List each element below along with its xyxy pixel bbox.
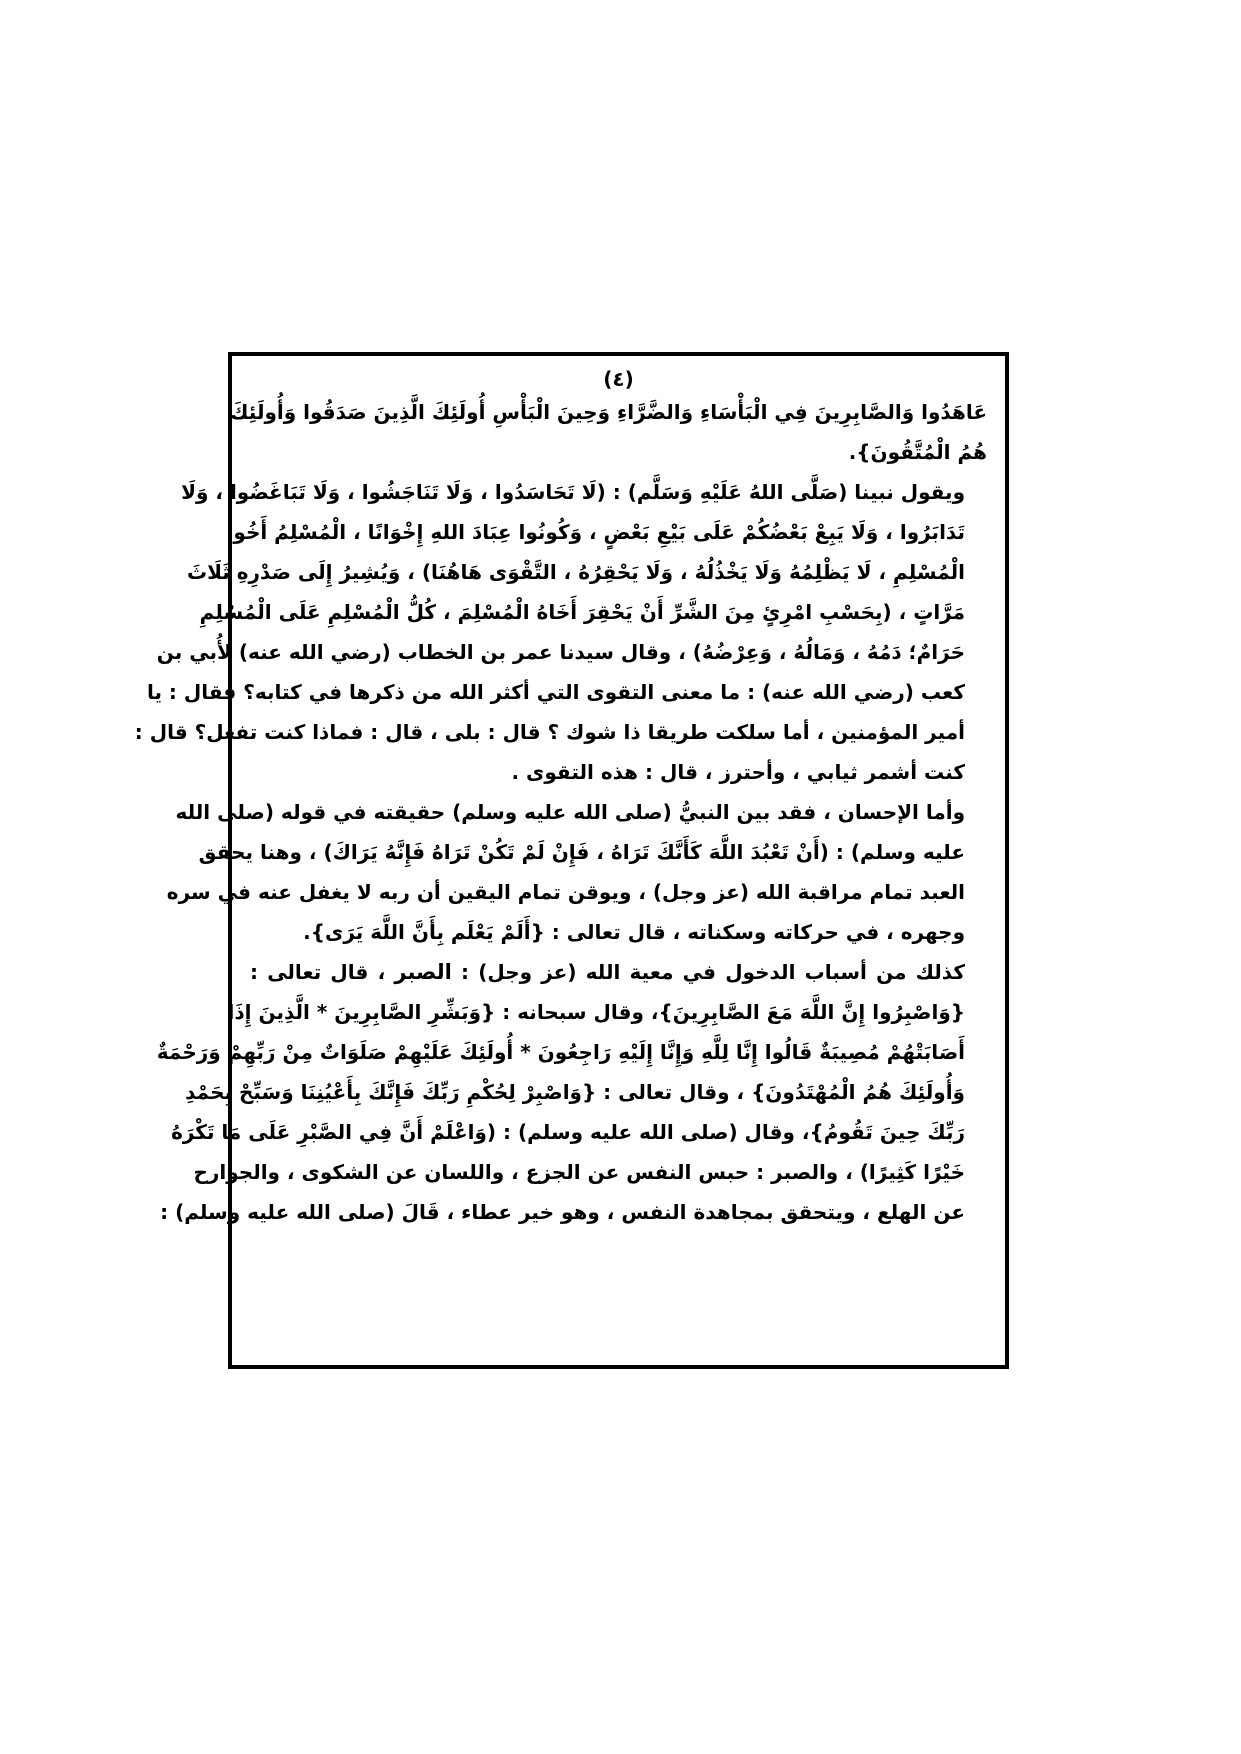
text-line: أمير المؤمنين ، أما سلكت طريقا ذا شوك ؟ قال : بلى ، قال : فماذا كنت تفعل؟ قال : [134,720,965,744]
text-line: العبد تمام مراقبة الله (عز وجل) ، ويوقن تمام اليقين أن ربه لا يغفل عنه في سره [166,880,965,904]
text-line: وجهره ، في حركاته وسكناته ، قال تعالى : {أَلَمْ يَعْلَم بِأَنَّ اللَّهَ يَرَى}. [303,920,965,944]
text-line: رَبِّكَ حِينَ تَقُومُ}، وقال (صلى الله عليه وسلم) : (وَاعْلَمْ أَنَّ فِي الصَّبْرِ عَلَى مَا تَكْرَهُ [171,1120,965,1144]
text-line: {وَاصْبِرُوا إِنَّ اللَّهَ مَعَ الصَّابِرِينَ}، وقال سبحانه : {وَبَشِّرِ الصَّابِرِينَ * الَّذِينَ إِذَا [227,1000,965,1024]
text-line: كعب (رضي الله عنه) : ما معنى التقوى التي أكثر الله من ذكرها في كتابه؟ فقال : يا [146,680,965,704]
paragraph-2 [134,472,987,792]
text-line: وَأُولَئِكَ هُمُ الْمُهْتَدُونَ} ، وقال تعالى : {وَاصْبِرْ لِحُكْمِ رَبِّكَ فَإِنَّكَ بِأَعْيُنِنَا وَسَبِّحْ بِحَمْدِ [185,1080,965,1104]
text-line: الْمُسْلِمِ ، لَا يَظْلِمُهُ وَلَا يَخْذُلُهُ ، وَلَا يَحْقِرُهُ ، التَّقْوَى هَاهُنَا) ، وَيُشِيرُ إِلَى صَدْرِهِ ثَلَاثَ [186,560,965,584]
text-line: وأما الإحسان ، فقد بين النبيُّ (صلى الله عليه وسلم) حقيقته في قوله (صلى الله [175,800,965,824]
line-lead: كذلك من أسباب الدخول في معية الله (عز وجل) : [451,960,965,984]
page-frame [134,352,1009,1369]
paragraph-1 [230,392,987,472]
emphasis-word: الصبر [394,960,452,984]
paragraph-4 [156,952,987,1232]
text-line: عَاهَدُوا وَالصَّابِرِينَ فِي الْبَأْسَاءِ وَالضَّرَّاءِ وَحِينَ الْبَأْسِ أُولَئِكَ الَّذِينَ صَدَقُوا وَأُولَئِكَ [230,400,987,424]
page-number: (٤) [603,367,634,391]
line-tail: ، قال تعالى : [250,960,386,984]
text-line: حَرَامٌ؛ دَمُهُ ، وَمَالُهُ ، وَعِرْضُهُ) ، وقال سيدنا عمر بن الخطاب (رضي الله عنه) لأُبي بن [156,640,965,664]
text-line: تَدَابَرُوا ، وَلَا يَبِعْ بَعْضُكُمْ عَلَى بَيْعِ بَعْضٍ ، وَكُونُوا عِبَادَ اللهِ إِخْوَانًا ، الْمُسْلِمُ أَخُو [233,520,965,544]
text-line: عليه وسلم) : (أَنْ تَعْبُدَ اللَّهَ كَأَنَّكَ تَرَاهُ ، فَإِنْ لَمْ تَكُنْ تَرَاهُ فَإِنَّهُ يَرَاكَ) ، وهنا يحقق [198,840,965,864]
text-line: أَصَابَتْهُمْ مُصِيبَةٌ قَالُوا إِنَّا لِلَّهِ وَإِنَّا إِلَيْهِ رَاجِعُونَ * أُولَئِكَ عَلَيْهِمْ صَلَوَاتٌ مِنْ رَبِّهِمْ وَرَحْمَةٌ [156,1040,965,1064]
text-line: هُمُ الْمُتَّقُونَ}. [848,440,987,464]
text-line: خَيْرًا كَثِيرًا) ، والصبر : حبس النفس عن الجزع ، واللسان عن الشكوى ، والجوارح [193,1160,965,1184]
paragraph-3 [166,792,987,952]
text-line: مَرَّاتٍ ، (بِحَسْبِ امْرِئٍ مِنَ الشَّرِّ أَنْ يَحْقِرَ أَخَاهُ الْمُسْلِمَ ، كُلُّ الْمُسْلِمِ عَلَى الْمُسْلِمِ [199,600,965,624]
text-line: ويقول نبينا (صَلَّى اللهُ عَلَيْهِ وَسَلَّم) : (لَا تَحَاسَدُوا ، وَلَا تَنَاجَشُوا ، وَلَا تَبَاغَضُوا ، وَلَا [181,480,965,504]
text-line: كنت أشمر ثيابي ، وأحترز ، قال : هذه التقوى . [511,760,965,784]
text-line: عن الهلع ، ويتحقق بمجاهدة النفس ، وهو خير عطاء ، قَالَ (صلى الله عليه وسلم) : [160,1200,965,1224]
text-line-with-emphasis [250,952,987,992]
